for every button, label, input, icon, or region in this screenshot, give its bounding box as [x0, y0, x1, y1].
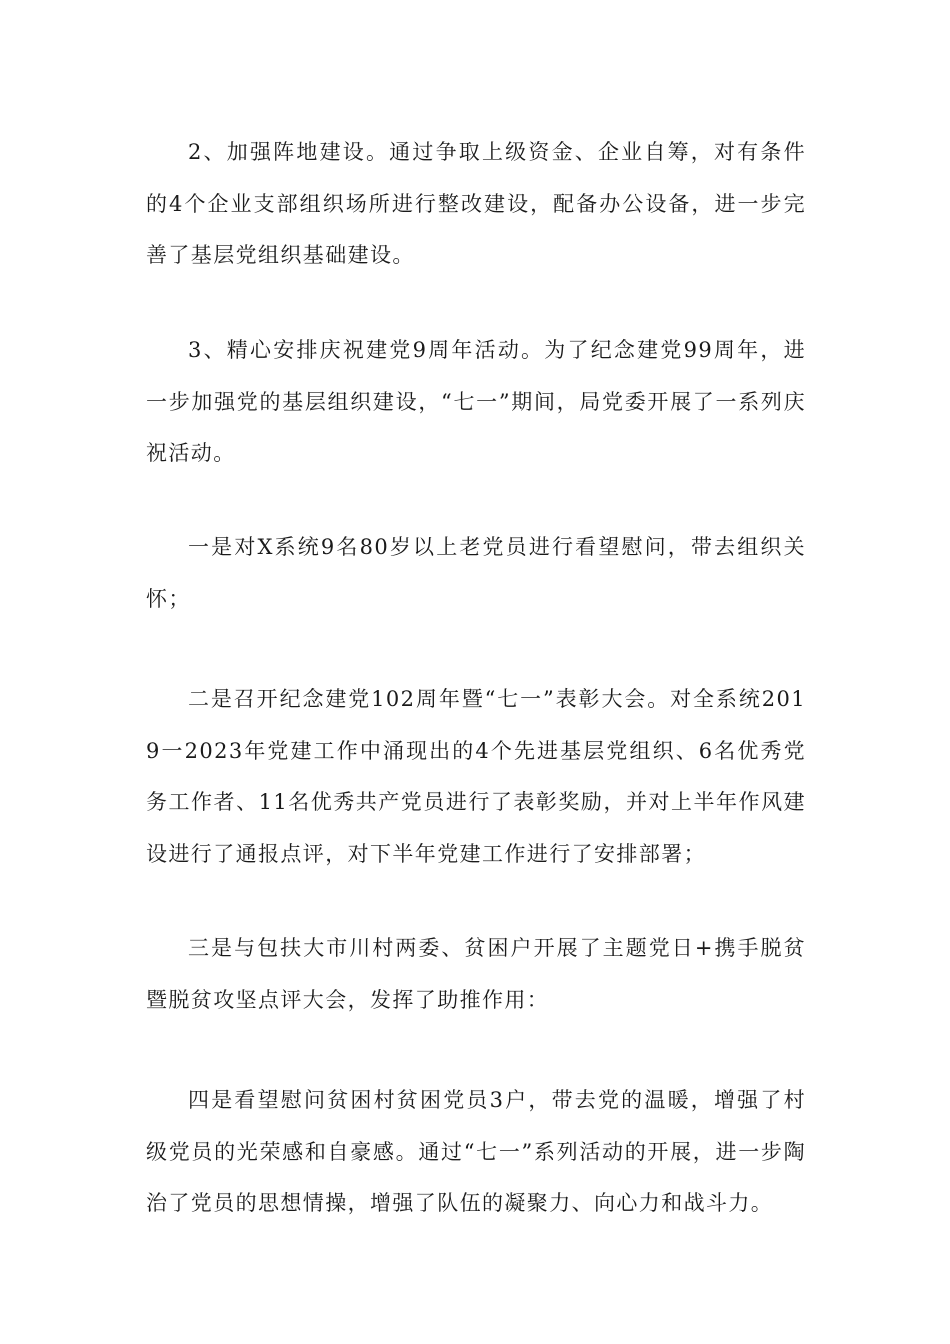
paragraph-position-building: 2、加强阵地建设。通过争取上级资金、企业自筹，对有条件的4个企业支部组织场所进行整改建设，配备办公设备，进一步完善了基层党组织基础建设。: [146, 140, 806, 267]
paragraph-anniversary-activities: 3、精心安排庆祝建党9周年活动。为了纪念建党99周年，进一步加强党的基层组织建设，“七一”期间，局党委开展了一系列庆祝活动。: [146, 338, 806, 465]
paragraph-veteran-visits: 一是对X系统9名80岁以上老党员进行看望慰问，带去组织关怀；: [146, 535, 806, 611]
paragraph-commendation-meeting: 二是召开纪念建党102周年暨“七一”表彰大会。对全系统2019一2023年党建工作中涌现出的4个先进基层党组织、6名优秀党务工作者、11名优秀共产党员进行了表彰奖励，并对上半年作风建设进行了通报点评，对下半年党建工作进行了安排部署；: [146, 687, 806, 866]
paragraph-poor-member-visits: 四是看望慰问贫困村贫困党员3户，带去党的温暖，增强了村级党员的光荣感和自豪感。通过“七一”系列活动的开展，进一步陶治了党员的思想情操，增强了队伍的凝聚力、向心力和战斗力。: [146, 1088, 806, 1215]
paragraph-poverty-alleviation: 三是与包扶大市川村两委、贫困户开展了主题党日+携手脱贫暨脱贫攻坚点评大会，发挥了助推作用：: [146, 936, 806, 1012]
